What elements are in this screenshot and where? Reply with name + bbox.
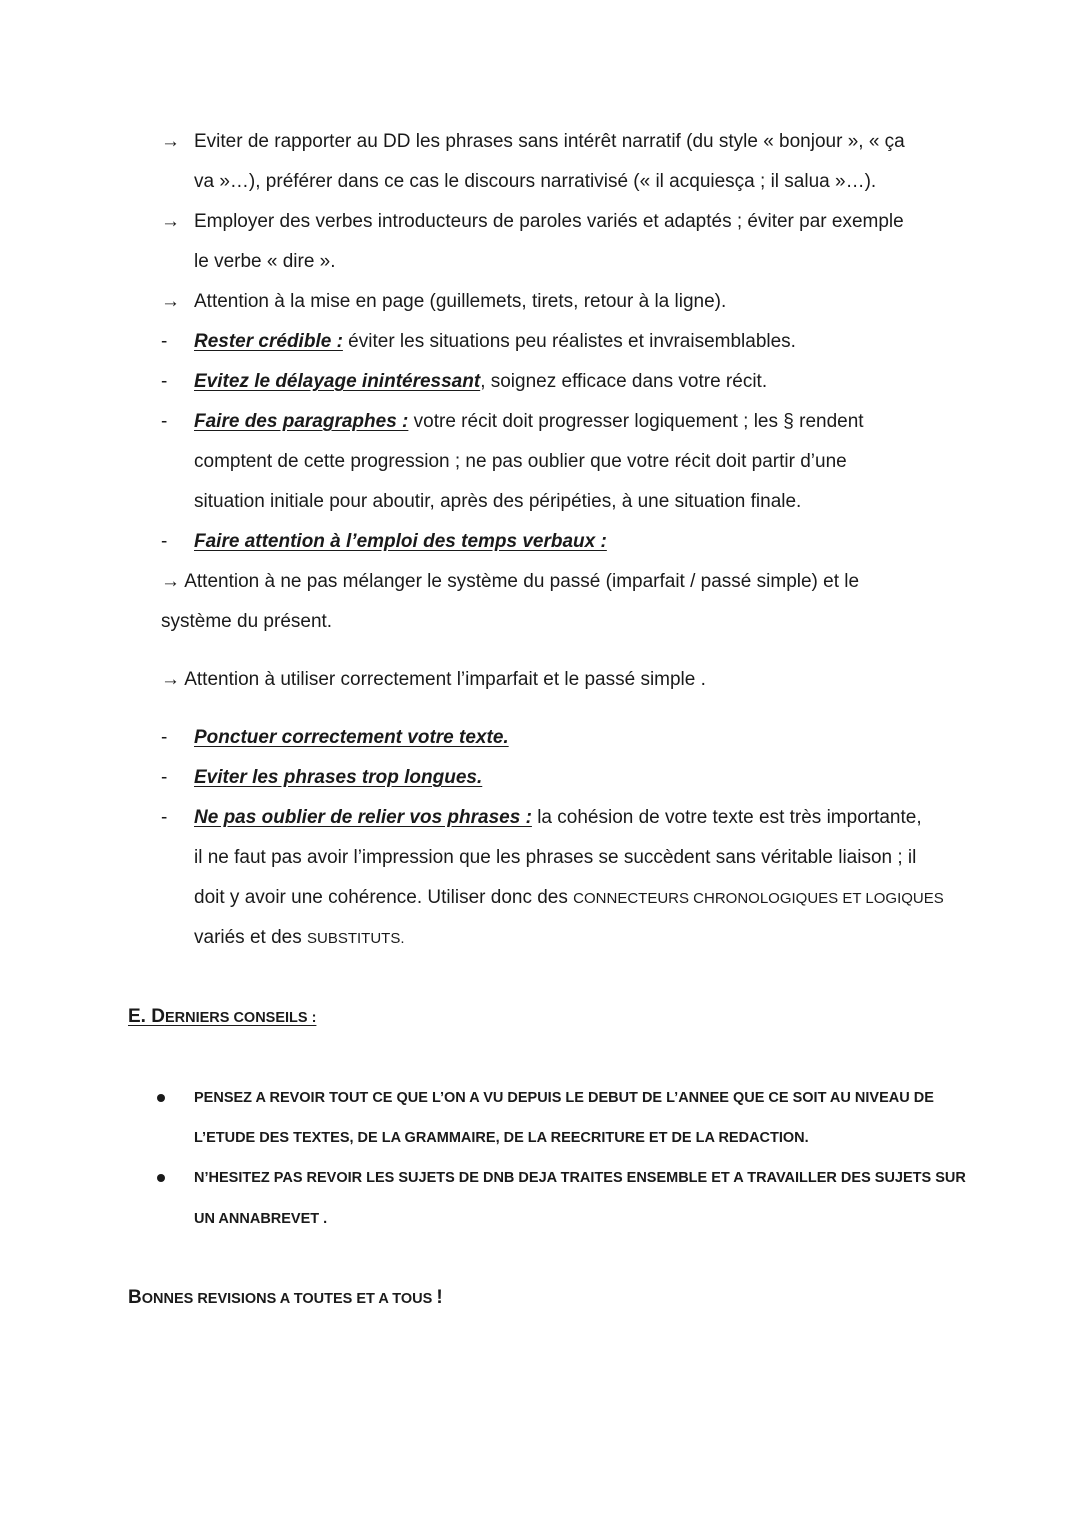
- item-relier-line-3-text: doit y avoir une cohérence. Utiliser donc des: [194, 887, 574, 908]
- advice-2-line-2: UN ANNABREVET .: [194, 1211, 328, 1227]
- intro-paragraph-1-line-2: va »…), préférer dans ce cas le discours narrativisé (« il acquiesça ; il salua »…).: [194, 171, 877, 192]
- intro-paragraph-3-line-1: Attention à la mise en page (guillemets, tirets, retour à la ligne).: [194, 291, 727, 312]
- bullet-dot-icon: [157, 1174, 165, 1182]
- item-delayage-title: Evitez le délayage inintéressant: [194, 371, 481, 392]
- tenses-paragraph-2-text: Attention à utiliser correctement l’imparfait et le passé simple .: [184, 669, 706, 690]
- arrow-marker: →: [161, 571, 180, 592]
- item-credible: [194, 330, 796, 354]
- dash-marker: -: [161, 807, 168, 828]
- item-delayage-text: , soignez efficace dans votre récit.: [480, 371, 768, 392]
- item-paragraphes-line-2: comptent de cette progression ; ne pas oublier que votre récit doit partir d’une: [194, 451, 847, 472]
- arrow-marker: →: [161, 669, 180, 690]
- item-paragraphes-line-3: situation initiale pour aboutir, après des péripéties, à une situation finale.: [194, 491, 802, 512]
- tenses-paragraph-1-text: Attention à ne pas mélanger le système du passé (imparfait / passé simple) et le: [184, 571, 860, 592]
- section-e-heading-rest: ERNIERS CONSEILS :: [164, 1010, 317, 1026]
- item-paragraphes: [194, 410, 864, 434]
- item-paragraphes-line-1: votre récit doit progresser logiquement ; les § rendent: [408, 411, 864, 432]
- item-delayage: [194, 370, 767, 394]
- advice-1-line-1: PENSEZ A REVOIR TOUT CE QUE L’ON A VU DEPUIS LE DEBUT DE L’ANNEE QUE CE SOIT AU NIVEAU DE: [194, 1090, 934, 1106]
- intro-paragraph-2-line-2: le verbe « dire ».: [194, 251, 336, 272]
- tenses-paragraph-2: [161, 668, 706, 692]
- closing-exclamation: !: [436, 1287, 443, 1308]
- closing-line: [128, 1286, 443, 1311]
- substituts-smallcaps: SUBSTITUTS.: [307, 930, 405, 947]
- item-relier-line-4: [194, 926, 405, 951]
- connecteurs-smallcaps: CONNECTEURS CHRONOLOGIQUES ET LOGIQUES: [573, 890, 944, 907]
- item-relier-line-2: il ne faut pas avoir l’impression que les phrases se succèdent sans véritable liaison ; il: [194, 847, 917, 868]
- item-relier-line-1: la cohésion de votre texte est très importante,: [531, 807, 922, 828]
- dash-marker: -: [161, 767, 168, 788]
- section-e-heading-initial: E. D: [128, 1006, 165, 1027]
- bullet-dot-icon: [157, 1094, 165, 1102]
- item-temps: [194, 530, 607, 554]
- intro-paragraph-1-line-1: Eviter de rapporter au DD les phrases sans intérêt narratif (du style « bonjour », « ça: [194, 131, 905, 152]
- arrow-marker: →: [161, 291, 180, 312]
- dash-marker: -: [161, 531, 168, 552]
- arrow-marker: →: [161, 131, 180, 152]
- tenses-paragraph-1-line-2: système du présent.: [161, 611, 333, 632]
- closing-initial: B: [128, 1287, 142, 1308]
- item-temps-title: Faire attention à l’emploi des temps verbaux :: [194, 531, 607, 552]
- item-paragraphes-title: Faire des paragraphes :: [194, 411, 409, 432]
- intro-paragraph-2-line-1: Employer des verbes introducteurs de paroles variés et adaptés ; éviter par exemple: [194, 211, 904, 232]
- item-relier: [194, 806, 922, 830]
- dash-marker: -: [161, 371, 168, 392]
- item-relier-line-4-text: variés et des: [194, 927, 307, 948]
- dash-marker: -: [161, 727, 168, 748]
- dash-marker: -: [161, 411, 168, 432]
- tenses-paragraph-1-line-1: [161, 570, 859, 594]
- item-phrases: [194, 766, 482, 790]
- item-relier-title: Ne pas oublier de relier vos phrases :: [194, 807, 532, 828]
- item-credible-text: éviter les situations peu réalistes et invraisemblables.: [342, 331, 796, 352]
- closing-text: ONNES REVISIONS A TOUTES ET A TOUS: [141, 1291, 437, 1307]
- advice-2-line-1: N’HESITEZ PAS REVOIR LES SUJETS DE DNB DEJA TRAITES ENSEMBLE ET A TRAVAILLER DES SUJETS SUR: [194, 1170, 966, 1186]
- arrow-marker: →: [161, 211, 180, 232]
- item-ponctuer-title: Ponctuer correctement votre texte.: [194, 727, 509, 748]
- section-e-heading: [128, 1005, 316, 1030]
- item-phrases-title: Eviter les phrases trop longues.: [194, 767, 483, 788]
- item-credible-title: Rester crédible :: [194, 331, 343, 352]
- dash-marker: -: [161, 331, 168, 352]
- item-relier-line-3: [194, 886, 944, 911]
- item-ponctuer: [194, 726, 509, 750]
- advice-1-line-2: L’ETUDE DES TEXTES, DE LA GRAMMAIRE, DE LA REECRITURE ET DE LA REDACTION.: [194, 1130, 809, 1146]
